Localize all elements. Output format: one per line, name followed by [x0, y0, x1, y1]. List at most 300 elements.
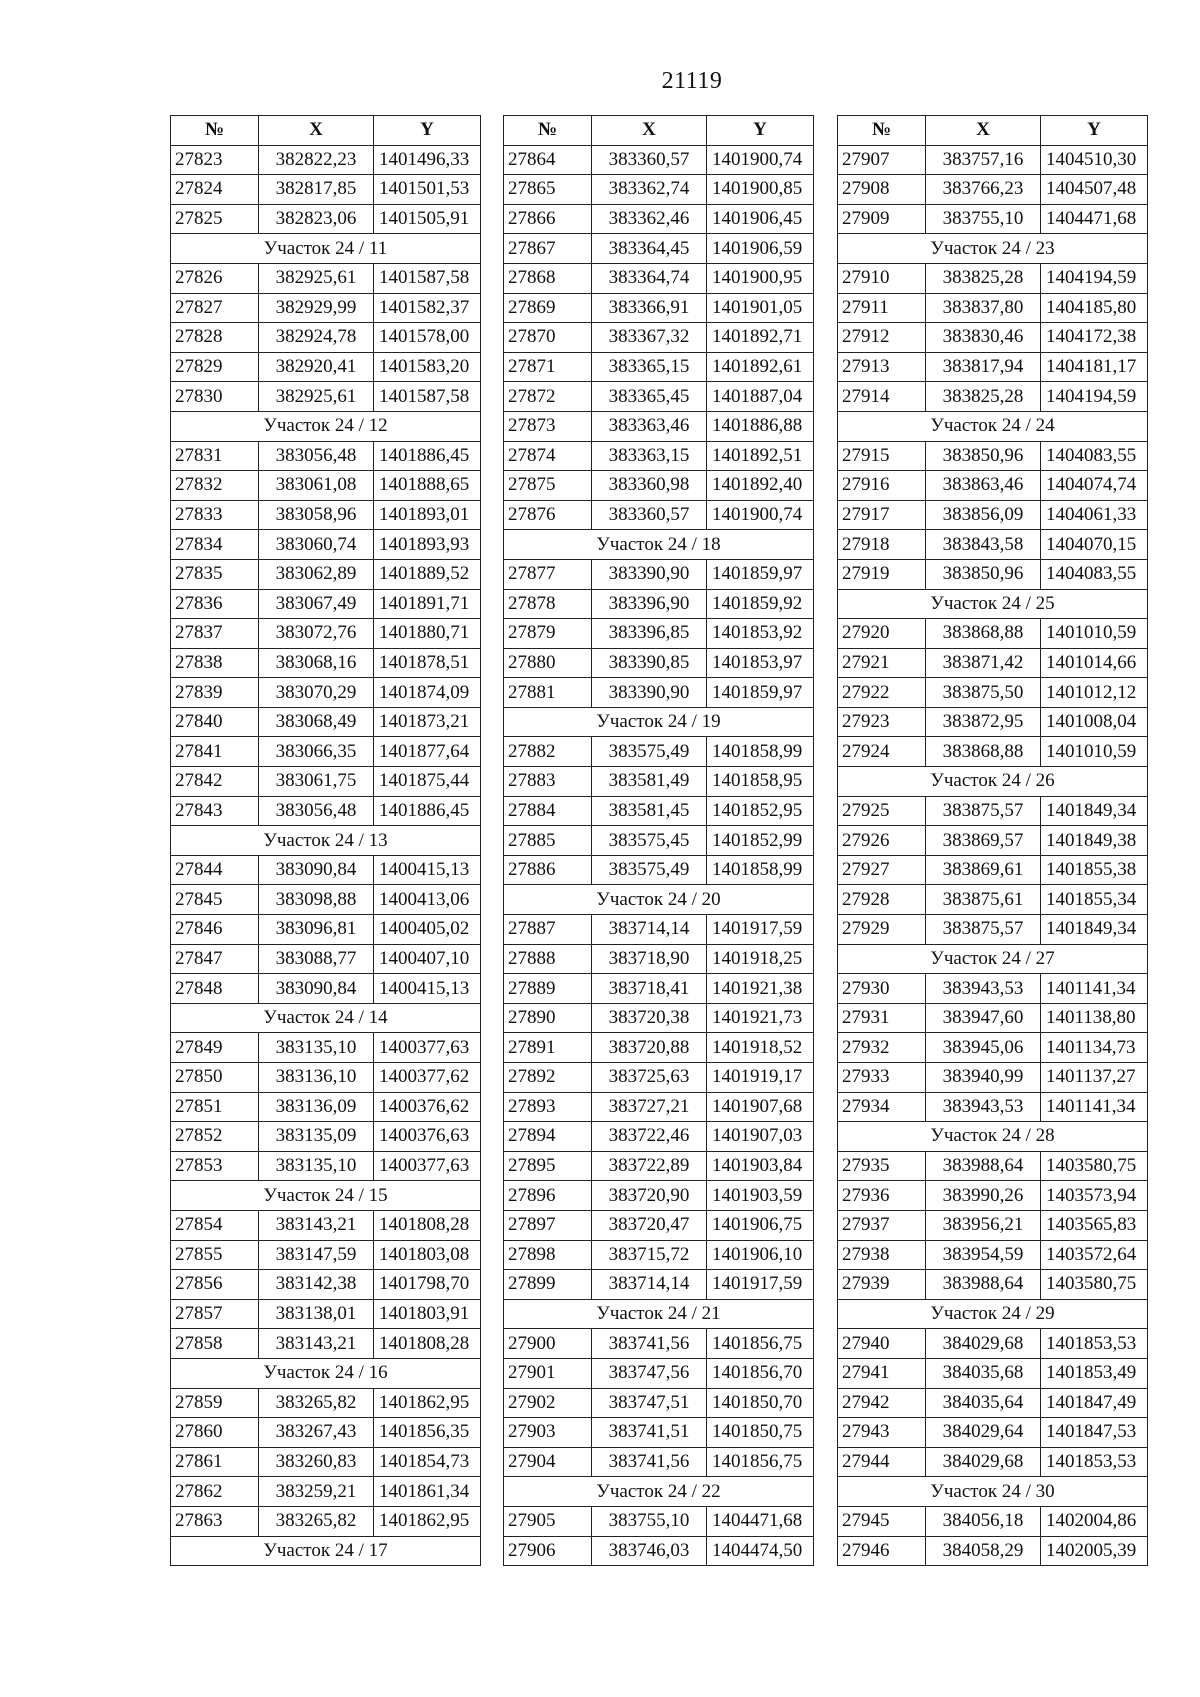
table-row [838, 204, 1148, 234]
point-number-cell: 27936 [838, 1181, 926, 1211]
table-row [171, 1418, 481, 1448]
table-row [171, 589, 481, 619]
x-coordinate-cell: 383390,85 [592, 648, 707, 678]
table-row [838, 1240, 1148, 1270]
x-coordinate-cell: 383390,90 [592, 678, 707, 708]
table-row [171, 944, 481, 974]
point-number-cell: 27920 [838, 619, 926, 649]
header-y: Y [374, 116, 481, 146]
table-row [171, 855, 481, 885]
table-row [171, 1092, 481, 1122]
table-row [171, 145, 481, 175]
point-number-cell: 27854 [171, 1210, 259, 1240]
point-number-cell: 27912 [838, 323, 926, 353]
table-row [838, 707, 1148, 737]
table-row [504, 1122, 814, 1152]
point-number-cell: 27881 [504, 678, 592, 708]
table-row [171, 1151, 481, 1181]
point-number-cell: 27890 [504, 1003, 592, 1033]
y-coordinate-cell: 1401874,09 [374, 678, 481, 708]
x-coordinate-cell: 383945,06 [926, 1033, 1041, 1063]
table-row [838, 441, 1148, 471]
y-coordinate-cell: 1404507,48 [1041, 175, 1148, 205]
x-coordinate-cell: 383755,10 [926, 204, 1041, 234]
x-coordinate-cell: 383825,28 [926, 382, 1041, 412]
x-coordinate-cell: 383267,43 [259, 1418, 374, 1448]
x-coordinate-cell: 384029,64 [926, 1418, 1041, 1448]
x-coordinate-cell: 382817,85 [259, 175, 374, 205]
point-number-cell: 27879 [504, 619, 592, 649]
point-number-cell: 27893 [504, 1092, 592, 1122]
x-coordinate-cell: 383943,53 [926, 1092, 1041, 1122]
table-row [171, 559, 481, 589]
table-row [171, 1210, 481, 1240]
section-row [838, 589, 1148, 619]
table-row [838, 915, 1148, 945]
x-coordinate-cell: 383720,47 [592, 1210, 707, 1240]
x-coordinate-cell: 383365,15 [592, 352, 707, 382]
section-title: Участок 24 / 11 [171, 234, 481, 264]
x-coordinate-cell: 383068,16 [259, 648, 374, 678]
y-coordinate-cell: 1401875,44 [374, 767, 481, 797]
point-number-cell: 27917 [838, 500, 926, 530]
point-number-cell: 27916 [838, 471, 926, 501]
y-coordinate-cell: 1401859,97 [707, 559, 814, 589]
x-coordinate-cell: 383863,46 [926, 471, 1041, 501]
y-coordinate-cell: 1401877,64 [374, 737, 481, 767]
x-coordinate-cell: 384035,68 [926, 1358, 1041, 1388]
x-coordinate-cell: 383090,84 [259, 855, 374, 885]
table-row [171, 915, 481, 945]
table-row [838, 559, 1148, 589]
section-row [504, 885, 814, 915]
y-coordinate-cell: 1401583,20 [374, 352, 481, 382]
table-row [838, 678, 1148, 708]
point-number-cell: 27902 [504, 1388, 592, 1418]
y-coordinate-cell: 1401880,71 [374, 619, 481, 649]
header-y: Y [707, 116, 814, 146]
section-row [838, 411, 1148, 441]
x-coordinate-cell: 383575,49 [592, 737, 707, 767]
table-row [171, 1033, 481, 1063]
y-coordinate-cell: 1401798,70 [374, 1270, 481, 1300]
y-coordinate-cell: 1401892,51 [707, 441, 814, 471]
y-coordinate-cell: 1404172,38 [1041, 323, 1148, 353]
x-coordinate-cell: 383718,41 [592, 974, 707, 1004]
y-coordinate-cell: 1401900,95 [707, 263, 814, 293]
header-number: № [171, 116, 259, 146]
x-coordinate-cell: 382822,23 [259, 145, 374, 175]
table-row [171, 1240, 481, 1270]
x-coordinate-cell: 383722,46 [592, 1122, 707, 1152]
x-coordinate-cell: 383871,42 [926, 648, 1041, 678]
point-number-cell: 27943 [838, 1418, 926, 1448]
table-row [171, 175, 481, 205]
point-number-cell: 27886 [504, 855, 592, 885]
table-row [504, 1181, 814, 1211]
point-number-cell: 27848 [171, 974, 259, 1004]
point-number-cell: 27939 [838, 1270, 926, 1300]
y-coordinate-cell: 1401854,73 [374, 1447, 481, 1477]
x-coordinate-cell: 384035,64 [926, 1388, 1041, 1418]
point-number-cell: 27909 [838, 204, 926, 234]
point-number-cell: 27863 [171, 1506, 259, 1536]
y-coordinate-cell: 1401853,92 [707, 619, 814, 649]
table-row [171, 293, 481, 323]
y-coordinate-cell: 1401892,71 [707, 323, 814, 353]
table-row [838, 855, 1148, 885]
table-row [504, 1388, 814, 1418]
table-row [171, 707, 481, 737]
point-number-cell: 27862 [171, 1477, 259, 1507]
section-row [504, 1477, 814, 1507]
section-row [171, 1536, 481, 1566]
point-number-cell: 27934 [838, 1092, 926, 1122]
point-number-cell: 27928 [838, 885, 926, 915]
section-title: Участок 24 / 18 [504, 530, 814, 560]
x-coordinate-cell: 383843,58 [926, 530, 1041, 560]
x-coordinate-cell: 383850,96 [926, 441, 1041, 471]
table-row [171, 619, 481, 649]
section-row [838, 767, 1148, 797]
table-row [171, 352, 481, 382]
point-number-cell: 27834 [171, 530, 259, 560]
point-number-cell: 27921 [838, 648, 926, 678]
section-title: Участок 24 / 27 [838, 944, 1148, 974]
point-number-cell: 27945 [838, 1506, 926, 1536]
y-coordinate-cell: 1404194,59 [1041, 382, 1148, 412]
section-title: Участок 24 / 12 [171, 411, 481, 441]
table-row [838, 263, 1148, 293]
table-row [838, 500, 1148, 530]
y-coordinate-cell: 1401878,51 [374, 648, 481, 678]
point-number-cell: 27929 [838, 915, 926, 945]
x-coordinate-cell: 383741,51 [592, 1418, 707, 1448]
point-number-cell: 27867 [504, 234, 592, 264]
y-coordinate-cell: 1401505,91 [374, 204, 481, 234]
point-number-cell: 27868 [504, 263, 592, 293]
section-row [838, 1477, 1148, 1507]
table-row [171, 1329, 481, 1359]
table-row [838, 145, 1148, 175]
x-coordinate-cell: 383715,72 [592, 1240, 707, 1270]
y-coordinate-cell: 1401137,27 [1041, 1063, 1148, 1093]
table-row [171, 1299, 481, 1329]
x-coordinate-cell: 383098,88 [259, 885, 374, 915]
point-number-cell: 27938 [838, 1240, 926, 1270]
point-number-cell: 27831 [171, 441, 259, 471]
point-number-cell: 27919 [838, 559, 926, 589]
point-number-cell: 27858 [171, 1329, 259, 1359]
point-number-cell: 27843 [171, 796, 259, 826]
coordinates-table-2 [503, 115, 814, 1566]
table-row [171, 974, 481, 1004]
y-coordinate-cell: 1401141,34 [1041, 1092, 1148, 1122]
y-coordinate-cell: 1401886,45 [374, 796, 481, 826]
table-row [838, 796, 1148, 826]
table-row [171, 204, 481, 234]
y-coordinate-cell: 1401921,73 [707, 1003, 814, 1033]
y-coordinate-cell: 1401917,59 [707, 1270, 814, 1300]
point-number-cell: 27903 [504, 1418, 592, 1448]
y-coordinate-cell: 1404471,68 [707, 1506, 814, 1536]
point-number-cell: 27894 [504, 1122, 592, 1152]
point-number-cell: 27866 [504, 204, 592, 234]
table-row [171, 648, 481, 678]
y-coordinate-cell: 1401906,59 [707, 234, 814, 264]
section-row [171, 1358, 481, 1388]
y-coordinate-cell: 1401907,68 [707, 1092, 814, 1122]
table-row [838, 1092, 1148, 1122]
x-coordinate-cell: 383766,23 [926, 175, 1041, 205]
header-x: X [926, 116, 1041, 146]
table-row [838, 1003, 1148, 1033]
x-coordinate-cell: 383720,90 [592, 1181, 707, 1211]
section-title: Участок 24 / 16 [171, 1358, 481, 1388]
section-title: Участок 24 / 29 [838, 1299, 1148, 1329]
y-coordinate-cell: 1403565,83 [1041, 1210, 1148, 1240]
y-coordinate-cell: 1401907,03 [707, 1122, 814, 1152]
y-coordinate-cell: 1401853,53 [1041, 1447, 1148, 1477]
point-number-cell: 27833 [171, 500, 259, 530]
table-row [504, 1063, 814, 1093]
x-coordinate-cell: 383875,57 [926, 915, 1041, 945]
x-coordinate-cell: 383067,49 [259, 589, 374, 619]
x-coordinate-cell: 383757,16 [926, 145, 1041, 175]
x-coordinate-cell: 383360,98 [592, 471, 707, 501]
table-row [838, 293, 1148, 323]
point-number-cell: 27874 [504, 441, 592, 471]
y-coordinate-cell: 1403572,64 [1041, 1240, 1148, 1270]
point-number-cell: 27842 [171, 767, 259, 797]
header-number: № [838, 116, 926, 146]
x-coordinate-cell: 383396,85 [592, 619, 707, 649]
x-coordinate-cell: 383988,64 [926, 1151, 1041, 1181]
x-coordinate-cell: 383875,50 [926, 678, 1041, 708]
y-coordinate-cell: 1401141,34 [1041, 974, 1148, 1004]
table-row [504, 1003, 814, 1033]
table-row [838, 1329, 1148, 1359]
table-row [504, 915, 814, 945]
y-coordinate-cell: 1401891,71 [374, 589, 481, 619]
y-coordinate-cell: 1401858,99 [707, 855, 814, 885]
point-number-cell: 27914 [838, 382, 926, 412]
x-coordinate-cell: 383363,15 [592, 441, 707, 471]
x-coordinate-cell: 384029,68 [926, 1447, 1041, 1477]
table-row [838, 1388, 1148, 1418]
section-title: Участок 24 / 24 [838, 411, 1148, 441]
point-number-cell: 27844 [171, 855, 259, 885]
table-row [504, 234, 814, 264]
x-coordinate-cell: 383142,38 [259, 1270, 374, 1300]
y-coordinate-cell: 1401847,53 [1041, 1418, 1148, 1448]
y-coordinate-cell: 1401903,84 [707, 1151, 814, 1181]
table-row [504, 1240, 814, 1270]
table-row [504, 1151, 814, 1181]
x-coordinate-cell: 382925,61 [259, 263, 374, 293]
x-coordinate-cell: 383817,94 [926, 352, 1041, 382]
x-coordinate-cell: 383056,48 [259, 796, 374, 826]
y-coordinate-cell: 1401888,65 [374, 471, 481, 501]
point-number-cell: 27905 [504, 1506, 592, 1536]
point-number-cell: 27925 [838, 796, 926, 826]
section-row [171, 234, 481, 264]
x-coordinate-cell: 383364,74 [592, 263, 707, 293]
x-coordinate-cell: 383722,89 [592, 1151, 707, 1181]
x-coordinate-cell: 383096,81 [259, 915, 374, 945]
table-row [838, 352, 1148, 382]
point-number-cell: 27884 [504, 796, 592, 826]
point-number-cell: 27895 [504, 1151, 592, 1181]
point-number-cell: 27875 [504, 471, 592, 501]
y-coordinate-cell: 1401918,25 [707, 944, 814, 974]
table-row [504, 619, 814, 649]
header-y: Y [1041, 116, 1148, 146]
point-number-cell: 27887 [504, 915, 592, 945]
x-coordinate-cell: 383260,83 [259, 1447, 374, 1477]
y-coordinate-cell: 1404070,15 [1041, 530, 1148, 560]
y-coordinate-cell: 1402005,39 [1041, 1536, 1148, 1566]
y-coordinate-cell: 1401803,08 [374, 1240, 481, 1270]
section-title: Участок 24 / 15 [171, 1181, 481, 1211]
y-coordinate-cell: 1401858,99 [707, 737, 814, 767]
table-row [838, 175, 1148, 205]
x-coordinate-cell: 383259,21 [259, 1477, 374, 1507]
y-coordinate-cell: 1404471,68 [1041, 204, 1148, 234]
y-coordinate-cell: 1401808,28 [374, 1210, 481, 1240]
table-row [838, 1151, 1148, 1181]
y-coordinate-cell: 1401855,34 [1041, 885, 1148, 915]
table-row [171, 530, 481, 560]
point-number-cell: 27922 [838, 678, 926, 708]
x-coordinate-cell: 383366,91 [592, 293, 707, 323]
x-coordinate-cell: 383850,96 [926, 559, 1041, 589]
y-coordinate-cell: 1401501,53 [374, 175, 481, 205]
section-title: Участок 24 / 28 [838, 1122, 1148, 1152]
point-number-cell: 27899 [504, 1270, 592, 1300]
x-coordinate-cell: 383362,46 [592, 204, 707, 234]
y-coordinate-cell: 1401921,38 [707, 974, 814, 1004]
table-row [504, 441, 814, 471]
x-coordinate-cell: 383090,84 [259, 974, 374, 1004]
x-coordinate-cell: 383147,59 [259, 1240, 374, 1270]
x-coordinate-cell: 382924,78 [259, 323, 374, 353]
point-number-cell: 27933 [838, 1063, 926, 1093]
x-coordinate-cell: 383581,49 [592, 767, 707, 797]
point-number-cell: 27873 [504, 411, 592, 441]
point-number-cell: 27935 [838, 1151, 926, 1181]
point-number-cell: 27946 [838, 1536, 926, 1566]
header-x: X [259, 116, 374, 146]
x-coordinate-cell: 383720,38 [592, 1003, 707, 1033]
table-row [838, 974, 1148, 1004]
point-number-cell: 27877 [504, 559, 592, 589]
y-coordinate-cell: 1401850,70 [707, 1388, 814, 1418]
header-number: № [504, 116, 592, 146]
point-number-cell: 27927 [838, 855, 926, 885]
table-row [171, 1506, 481, 1536]
y-coordinate-cell: 1400415,13 [374, 974, 481, 1004]
table-row [838, 530, 1148, 560]
x-coordinate-cell: 383088,77 [259, 944, 374, 974]
y-coordinate-cell: 1401901,05 [707, 293, 814, 323]
table-row [504, 974, 814, 1004]
coordinates-table-3 [837, 115, 1148, 1566]
y-coordinate-cell: 1401903,59 [707, 1181, 814, 1211]
y-coordinate-cell: 1404510,30 [1041, 145, 1148, 175]
point-number-cell: 27865 [504, 175, 592, 205]
y-coordinate-cell: 1401861,34 [374, 1477, 481, 1507]
section-row [171, 1003, 481, 1033]
y-coordinate-cell: 1401856,75 [707, 1329, 814, 1359]
section-row [838, 1122, 1148, 1152]
table-row [838, 1210, 1148, 1240]
x-coordinate-cell: 383868,88 [926, 619, 1041, 649]
point-number-cell: 27926 [838, 826, 926, 856]
table-row [171, 1063, 481, 1093]
table-row [838, 1447, 1148, 1477]
table-row [504, 1270, 814, 1300]
x-coordinate-cell: 383940,99 [926, 1063, 1041, 1093]
point-number-cell: 27876 [504, 500, 592, 530]
table-row [504, 1358, 814, 1388]
point-number-cell: 27826 [171, 263, 259, 293]
y-coordinate-cell: 1401808,28 [374, 1329, 481, 1359]
x-coordinate-cell: 382823,06 [259, 204, 374, 234]
x-coordinate-cell: 383056,48 [259, 441, 374, 471]
y-coordinate-cell: 1401859,92 [707, 589, 814, 619]
y-coordinate-cell: 1401889,52 [374, 559, 481, 589]
x-coordinate-cell: 383875,61 [926, 885, 1041, 915]
x-coordinate-cell: 383575,45 [592, 826, 707, 856]
x-coordinate-cell: 383747,51 [592, 1388, 707, 1418]
point-number-cell: 27937 [838, 1210, 926, 1240]
point-number-cell: 27883 [504, 767, 592, 797]
x-coordinate-cell: 383062,89 [259, 559, 374, 589]
point-number-cell: 27852 [171, 1122, 259, 1152]
x-coordinate-cell: 383367,32 [592, 323, 707, 353]
point-number-cell: 27829 [171, 352, 259, 382]
y-coordinate-cell: 1402004,86 [1041, 1506, 1148, 1536]
x-coordinate-cell: 382925,61 [259, 382, 374, 412]
y-coordinate-cell: 1400405,02 [374, 915, 481, 945]
point-number-cell: 27857 [171, 1299, 259, 1329]
x-coordinate-cell: 383360,57 [592, 145, 707, 175]
y-coordinate-cell: 1401012,12 [1041, 678, 1148, 708]
y-coordinate-cell: 1404083,55 [1041, 559, 1148, 589]
point-number-cell: 27845 [171, 885, 259, 915]
y-coordinate-cell: 1401849,34 [1041, 796, 1148, 826]
table-row [838, 1033, 1148, 1063]
y-coordinate-cell: 1401887,04 [707, 382, 814, 412]
point-number-cell: 27838 [171, 648, 259, 678]
point-number-cell: 27836 [171, 589, 259, 619]
y-coordinate-cell: 1404074,74 [1041, 471, 1148, 501]
x-coordinate-cell: 383825,28 [926, 263, 1041, 293]
y-coordinate-cell: 1401849,34 [1041, 915, 1148, 945]
table-header-row [838, 116, 1148, 146]
x-coordinate-cell: 383947,60 [926, 1003, 1041, 1033]
table-row [171, 1447, 481, 1477]
y-coordinate-cell: 1401803,91 [374, 1299, 481, 1329]
point-number-cell: 27897 [504, 1210, 592, 1240]
table-row [504, 411, 814, 441]
table-row [838, 471, 1148, 501]
point-number-cell: 27885 [504, 826, 592, 856]
point-number-cell: 27944 [838, 1447, 926, 1477]
point-number-cell: 27824 [171, 175, 259, 205]
x-coordinate-cell: 384029,68 [926, 1329, 1041, 1359]
